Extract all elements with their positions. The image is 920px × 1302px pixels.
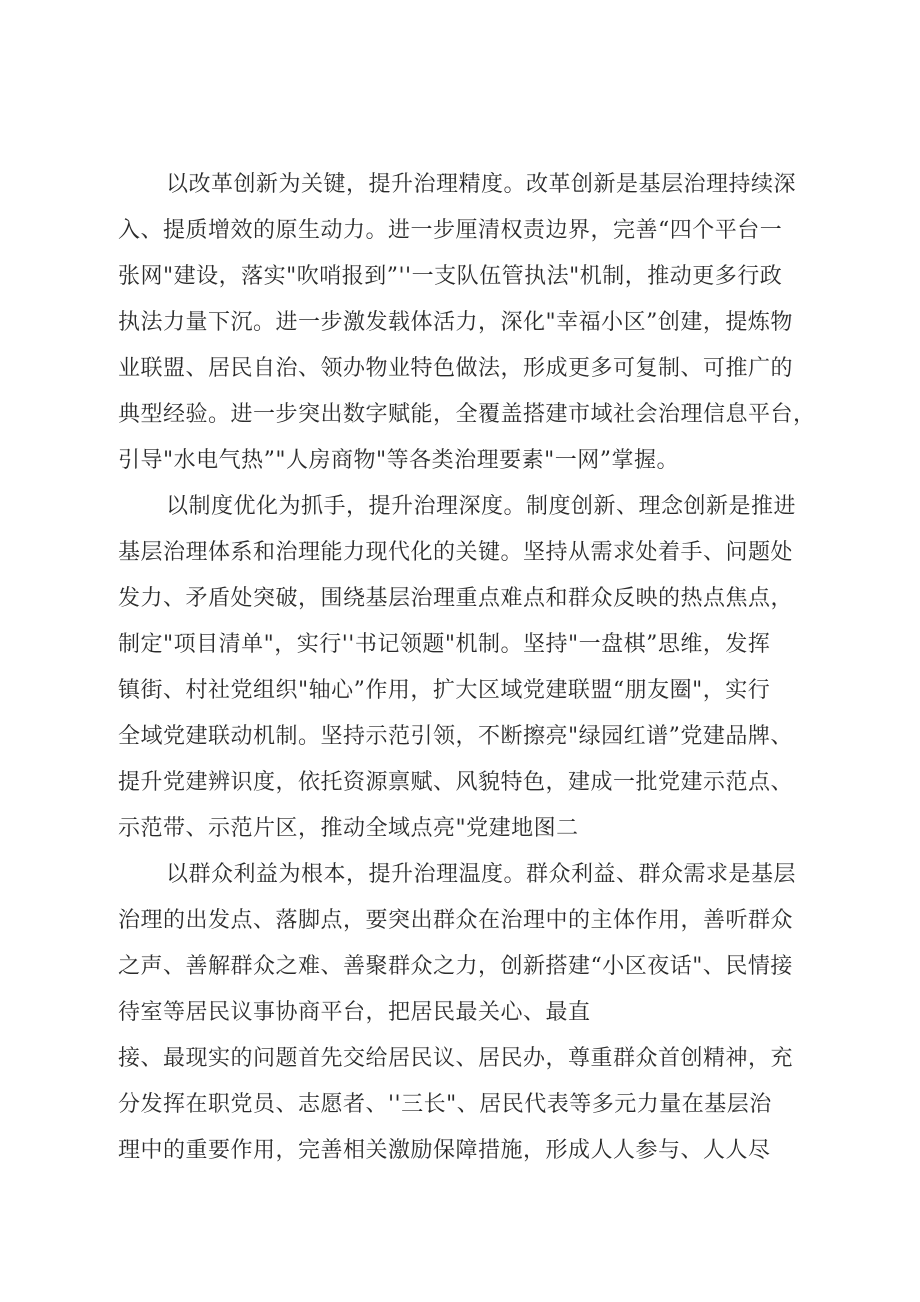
paragraph-3-line-5: 接、最现实的问题首先交给居民议、居民办，尊重群众首创精神，充 (118, 1046, 794, 1071)
paragraph-1-line-4: 执法力量下沉。进一步激发载体活力，深化"幸福小区”创建，提炼物 (118, 310, 793, 335)
paragraph-3-line-1: 以群众利益为根本，提升治理温度。群众利益、群众需求是基层 (166, 862, 797, 887)
paragraph-3-line-4: 待室等居民议事协商平台，把居民最关心、最直 (118, 1000, 591, 1025)
paragraph-2-line-8: 示范带、示范片区，推动全域点亮"党建地图二 (118, 816, 579, 841)
paragraph-1-line-6: 典型经验。进一步突出数字赋能，全覆盖搭建市域社会治理信息平台， (118, 402, 816, 427)
paragraph-1-line-2: 入、提质增效的原生动力。进一步厘清权责边界，完善“四个平台一 (118, 218, 783, 243)
paragraph-1-line-7: 引导"水电气热”"人房商物"等各类治理要素"一网”掌握。 (118, 448, 679, 473)
paragraph-2-line-5: 镇街、村社党组织"轴心”作用，扩大区域党建联盟“朋友圈"，实行 (118, 678, 771, 703)
paragraph-2-line-3: 发力、矛盾处突破，围绕基层治理重点难点和群众反映的热点焦点， (118, 586, 794, 611)
paragraph-2-line-7: 提升党建辨识度，依托资源禀赋、风貌特色，建成一批党建示范点、 (118, 770, 794, 795)
paragraph-1-line-3: 张网"建设，落实"吹哨报到”''一支队伍管执法"机制，推动更多行政 (118, 264, 783, 289)
paragraph-3-line-6: 分发挥在职党员、志愿者、''三长"、居民代表等多元力量在基层治 (118, 1092, 772, 1117)
paragraph-2-line-4: 制定"项目清单"，实行''书记领题"机制。坚持"一盘棋”思维，发挥 (118, 632, 771, 657)
paragraph-1-line-5: 业联盟、居民自治、领办物业特色做法，形成更多可复制、可推广的 (118, 356, 794, 381)
paragraph-3-line-7: 理中的重要作用，完善相关激励保障措施，形成人人参与、人人尽 (118, 1138, 771, 1163)
paragraph-2-line-6: 全域党建联动机制。坚持示范引领，不断擦亮"绿园红谱”党建品牌、 (118, 724, 793, 749)
paragraph-3-line-3: 之声、善解群众之难、善聚群众之力，创新搭建“小区夜话"、民情接 (118, 954, 793, 979)
paragraph-2-line-1: 以制度优化为抓手，提升治理深度。制度创新、理念创新是推进 (166, 494, 797, 519)
paragraph-1-line-1: 以改革创新为关键，提升治理精度。改革创新是基层治理持续深 (166, 172, 797, 197)
paragraph-2-line-2: 基层治理体系和治理能力现代化的关键。坚持从需求处着手、问题处 (118, 540, 794, 565)
paragraph-3-line-2: 治理的出发点、落脚点，要突出群众在治理中的主体作用，善听群众 (118, 908, 794, 933)
